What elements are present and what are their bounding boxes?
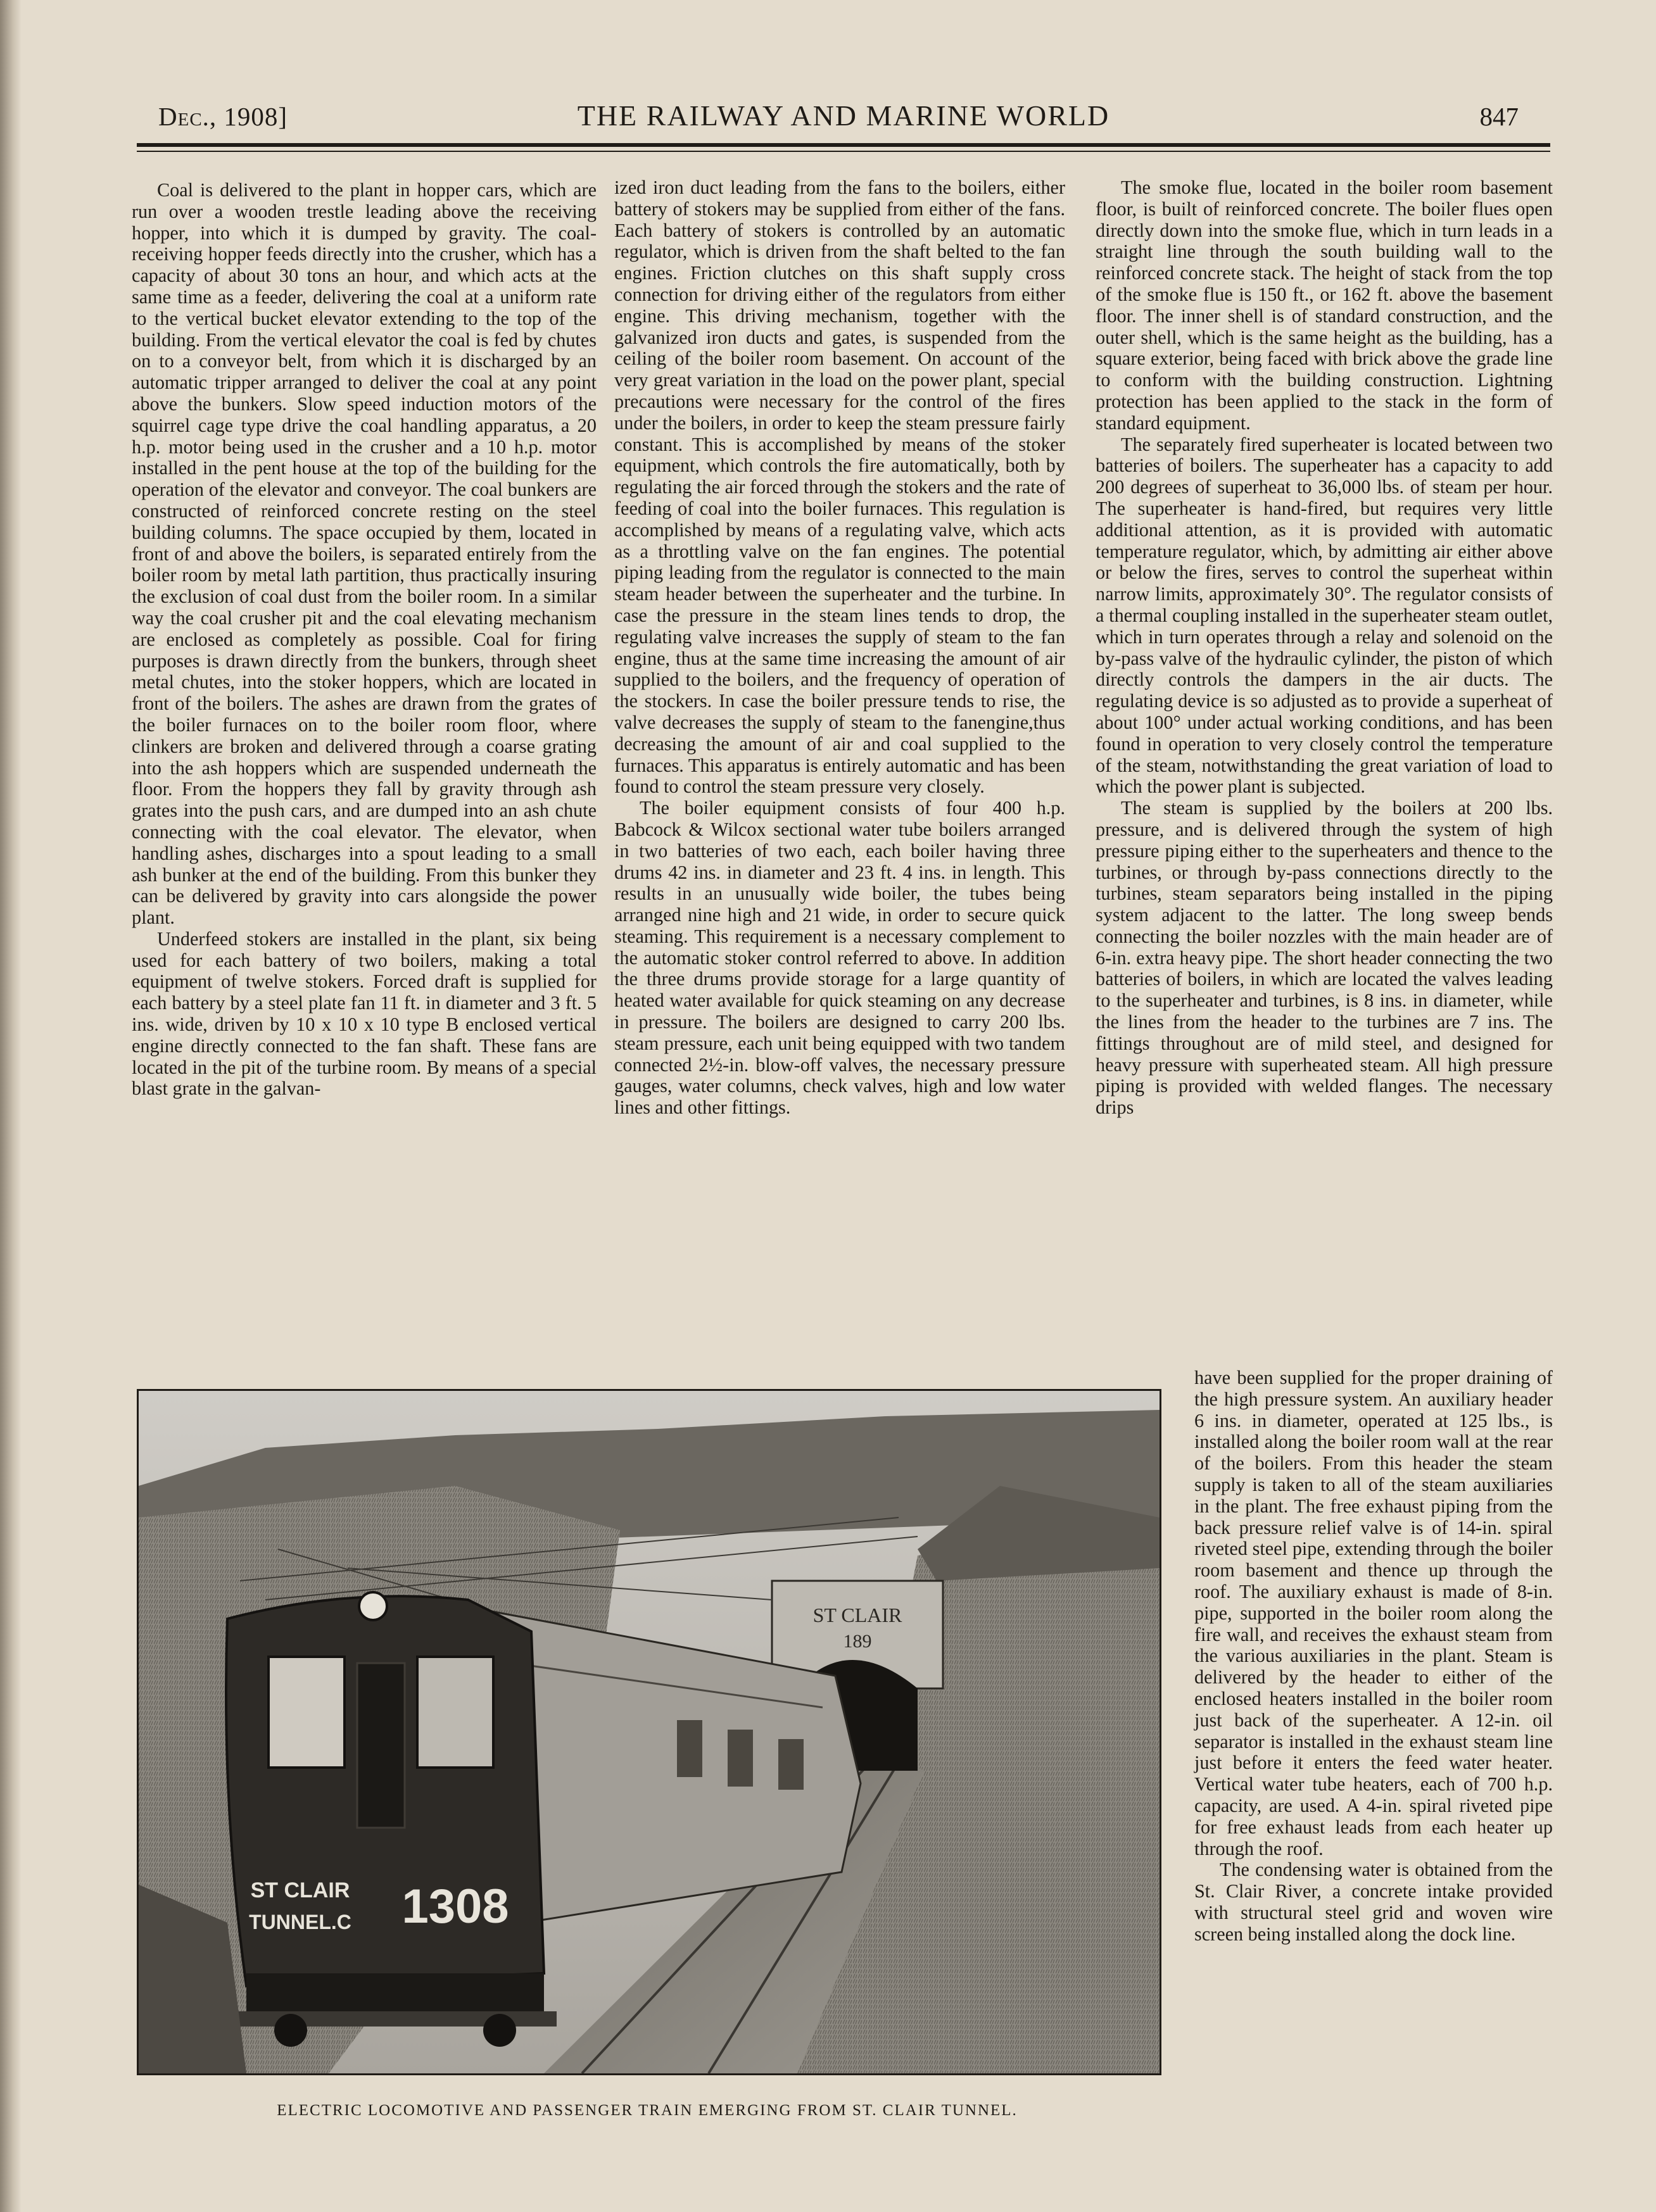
page-spine-shadow	[0, 0, 22, 2212]
header-rule-thin	[137, 151, 1550, 152]
paragraph: The condensing water is obtained from the St. Clair River, a concrete intake provided with structural steel grid and woven wire screen being installed along the dock line.	[1194, 1859, 1553, 1945]
header-rule-thick	[137, 143, 1550, 147]
locomotive-lettering-1: ST CLAIR	[250, 1878, 350, 1902]
locomotive-lettering-2: TUNNEL.C	[249, 1911, 351, 1933]
headlight	[359, 1592, 387, 1620]
text-column-1	[132, 180, 597, 1100]
portal-lettering-1: ST CLAIR	[812, 1604, 902, 1626]
journal-title: THE RAILWAY AND MARINE WORLD	[577, 99, 1110, 132]
paragraph: Coal is delivered to the plant in hopper cars, which are run over a wooden trestle leading above the receiving hopper, into which it is dumped by gravity. The coal-receiving hopper feeds directly into the crusher, which has a capacity of about 30 tons an hour, and which acts at the same time as a feeder, delivering the coal at a uniform rate to the vertical bucket elevator extending to the top of the building. From the vertical elevator the coal is fed by chutes on to a conveyor belt, from which it is discharged by an automatic tripper arranged to deliver the coal at any point above the bunkers. Slow speed induction motors of the squirrel cage type drive the coal handling apparatus, a 20 h.p. motor being used in the crusher and a 10 h.p. motor installed in the pent house at the top of the building for the operation of the elevator and conveyor. The coal bunkers are constructed of reinforced concrete resting on the steel building columns. The space occupied by them, located in front of and above the boilers, is separated entirely from the boiler room by metal lath partition, thus practically insuring the exclusion of coal dust from the boiler room. In a similar way the coal crusher pit and the coal elevating mechanism are enclosed as completely as possible. Coal for firing purposes is drawn directly from the bunkers, through sheet metal chutes, into the stoker hoppers, which are located in front of the boilers. The ashes are drawn from the grates of the boiler furnaces on to the boiler room floor, where clinkers are broken and delivered through a coarse grating into the ash hoppers which are suspended underneath the floor. From the hoppers they fall by gravity through ash grates into the push cars, and are dumped into an ash chute connecting with the coal elevator. The elevator, when handling ashes, discharges into a spout leading to a small ash bunker at the end of the building. From this bunker they can be delivered by gravity into cars alongside the power plant.	[132, 179, 597, 929]
issue-date: Dec., 1908]	[158, 102, 288, 131]
paragraph: ized iron duct leading from the fans to the boilers, either battery of stokers may be supplied from either of the fans. Each battery of stokers is controlled by an automatic regulator, which is driven from the shaft belted to the fan engines. Friction clutches on this shaft supply cross connection for driving either of the regulators from either engine. This driving mechanism, together with the galvanized iron ducts and gates, is suspended from the ceiling of the boiler room basement. On account of the very great variation in the load on the power plant, special precautions were necessary for the control of the fires under the boilers, in order to keep the steam pressure fairly constant. This is accomplished by means of the stoker equipment, which controls the fire automatically, both by regulating the air forced through the stokers and the rate of feeding of coal into the boiler furnaces. This regulation is accomplished by means of a regulating valve, which acts as a throttling valve on the fan engines. The potential piping leading from the regulator is connected to the main steam header between the superheater and the turbine. In case the pressure in the steam lines tends to drop, the regulating valve increases the supply of steam to the fan engine, thus at the same time increasing the amount of air supplied to the boilers, and the frequency of operation of the stockers. In case the boiler pressure tends to rise, the valve decreases the supply of steam to the fanengine,thus decreasing the amount of air and coal supplied to the furnaces. This apparatus is entirely automatic and has been found to control the steam pressure very closely.	[614, 177, 1065, 798]
paragraph: The boiler equipment consists of four 400 h.p. Babcock & Wilcox sectional water tube boilers arranged in two batteries of two each, each boiler having three drums 42 ins. in diameter and 23 ft. 4 ins. in length. This results in an unusually wide boiler, the tubes being arranged nine high and 21 wide, in order to secure quick steaming. This requirement is a necessary complement to the automatic stoker control referred to above. In addition the three drums provide storage for a large quantity of heated water available for quick steaming on any decrease in pressure. The boilers are designed to carry 200 lbs. steam pressure, each unit being equipped with two tandem connected 2½-in. blow-off valves, the necessary pressure gauges, water columns, check valves, high and low water lines and other fittings.	[614, 797, 1065, 1119]
text-column-3-continued	[1194, 1367, 1553, 1945]
paragraph: The steam is supplied by the boilers at 200 lbs. pressure, and is delivered through the system of high pressure piping either to the superheaters and thence to the turbines, or through by-pass connections directly to the turbines, steam separators being installed in the piping system adjacent to the latter. The long sweep bends connecting the boiler nozzles with the main header are of 6-in. extra heavy pipe. The short header connecting the two batteries of boilers, in which are located the valves leading to the superheater and turbines, is 8 ins. in diameter, while the lines from the header to the turbines are 7 ins. The fittings throughout are of mild steel, and designed for heavy pressure with superheated steam. All high pressure piping is provided with welded flanges. The necessary drips	[1096, 797, 1553, 1119]
locomotive-number: 1308	[401, 1880, 509, 1933]
text-column-3	[1096, 177, 1553, 1119]
cab-window-left	[269, 1657, 344, 1768]
paragraph: The smoke flue, located in the boiler room basement floor, is built of reinforced concrete. The boiler flues open directly down into the smoke flue, which in turn leads in a straight line through the south building wall to the reinforced concrete stack. The height of stack from the top of the smoke flue is 150 ft., or 162 ft. above the basement floor. The inner shell is of standard construction, and the outer shell, which is the same height as the building, has a square exterior, being faced with brick above the grade line to conform with the building construction. Lightning protection has been applied to the stack in the form of standard equipment.	[1096, 177, 1553, 434]
paragraph: The separately fired superheater is located between two batteries of boilers. The superheater has a capacity to add 200 degrees of superheat to 36,000 lbs. of steam per hour. The superheater is hand-fired, but requires very little additional attention, as it is provided with automatic temperature regulator, which, by admitting air either above or below the fires, serves to control the superheat within narrow limits, approximately 30°. The regulator consists of a thermal coupling installed in the superheater steam outlet, which in turn operates through a relay and solenoid on the by-pass valve of the hydraulic cylinder, the piston of which directly controls the dampers in the air ducts. The regulating device is so adjusted as to provide a superheat of about 100° under actual working conditions, and has been found in operation to very closely control the temperature of the steam, notwithstanding the great variation of load to which the power plant is subjected.	[1096, 433, 1553, 798]
cab-window-right	[417, 1657, 493, 1768]
undercarriage	[246, 1973, 544, 2011]
locomotive-photograph	[137, 1389, 1161, 2075]
text-column-2	[614, 177, 1065, 1119]
portal-lettering-2: 189	[843, 1631, 872, 1652]
running-header	[137, 96, 1550, 134]
paragraph: have been supplied for the proper draining of the high pressure system. An auxiliary header 6 ins. in diameter, operated at 125 lbs., is installed along the boiler room wall at the rear of the boilers. From this header the steam supply is taken to all of the steam auxiliaries in the plant. The free exhaust piping from the back pressure relief valve is of 14-in. spiral riveted steel pipe, extending through the boiler room basement and thence up through the roof. The auxiliary exhaust is made of 8-in. pipe, supported in the boiler room along the fire wall, and receives the exhaust steam from the various auxiliaries in the plant. Steam is delivered by the header to either of the enclosed heaters installed in the boiler room just back of the superheater. A 12-in. oil separator is installed in the exhaust steam line just before it enters the feed water heater. Vertical water tube heaters, each of 700 h.p. capacity, are used. A 4-in. spiral riveted pipe for free exhaust leads from each heater up through the roof.	[1194, 1367, 1553, 1859]
photo-caption: ELECTRIC LOCOMOTIVE AND PASSENGER TRAIN EMERGING FROM ST. CLAIR TUNNEL.	[277, 2102, 1018, 2119]
paragraph: Underfeed stokers are installed in the plant, six being used for each battery of two boilers, making a total equipment of twelve stokers. Forced draft is supplied for each battery by a steel plate fan 11 ft. in diameter and 3 ft. 5 ins. wide, driven by 10 x 10 x 10 type B enclosed vertical engine directly connected to the fan shaft. These fans are located in the pit of the turbine room. By means of a special blast grate in the galvan-	[132, 927, 597, 1100]
page-number: 847	[1479, 102, 1519, 131]
cab-door	[357, 1663, 405, 1828]
photo-illustration	[139, 1391, 1160, 2073]
